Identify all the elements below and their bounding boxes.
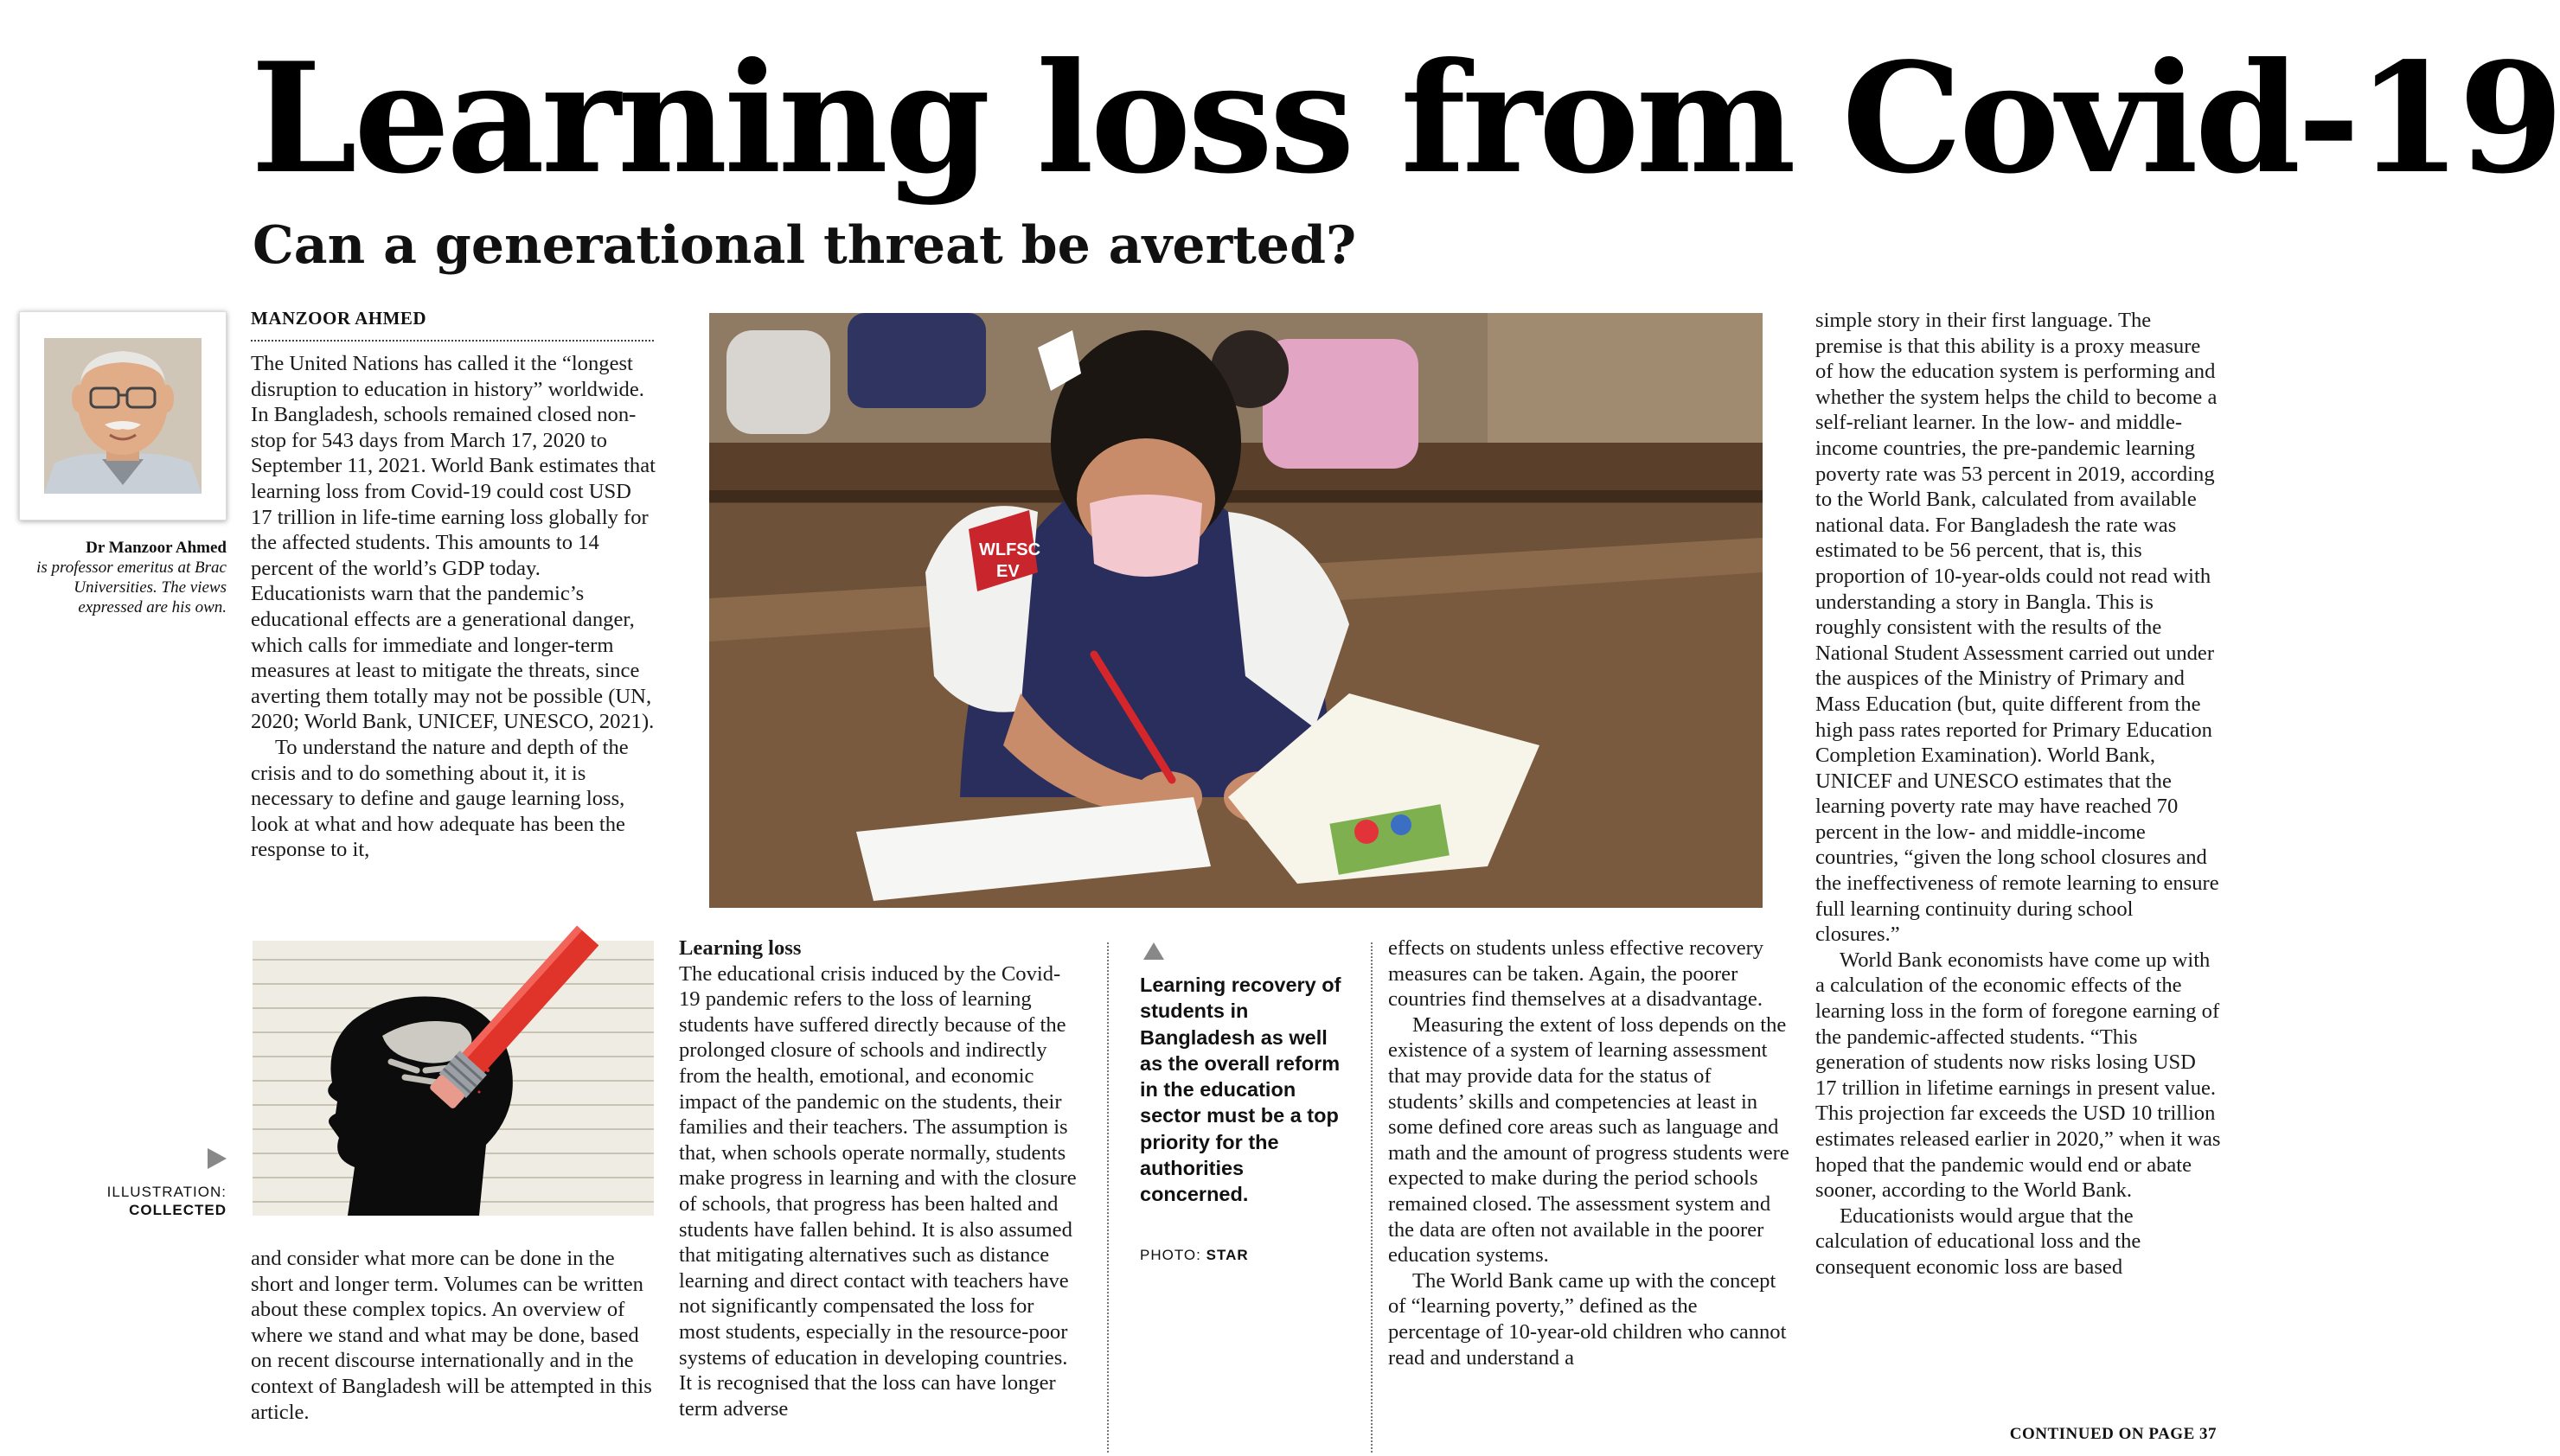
illustration-credit [69,1183,227,1219]
section-heading-learning-loss: Learning loss [679,936,802,960]
erasing-head-illustration [253,941,654,1216]
badge-line-2: EV [996,562,1020,581]
headline: Learning loss from Covid-19 [251,30,2560,208]
col4-paragraph-2: Measuring the extent of loss depends on the existence of a system of learning assessment that may provide data for the status of students’ skills and competencies at least in some defined core areas such as language and math and the amount of progress students were expected to make during the period schools remained closed. The assessment system and the data are often not available in the poorer education systems. [1388,1012,1789,1268]
author-photo [19,311,227,520]
column-divider [1371,942,1373,1453]
column-divider [1107,942,1109,1453]
continued-on-page: CONTINUED ON PAGE 37 [2009,1425,2217,1443]
pull-quote: Learning recovery of students in Bangladesh as well as the overall reform in the education sector must be a top priority for the authorities concerned. [1140,974,1341,1206]
column-1-continued [251,1246,657,1425]
subheadline: Can a generational threat be averted? [253,215,1357,276]
illustration-credit-label: ILLUSTRATION: [106,1184,227,1200]
col5-paragraph-3: Educationists would argue that the calculation of educational loss and the consequent economic loss are based [1815,1204,2141,1279]
main-photo [709,313,1763,908]
col2-paragraph: The educational crisis induced by the Covid-19 pandemic refers to the loss of learning students have suffered directly because of the prolonged closure of schools and indirectly from the health, emotional, and economic impact of the pandemic on the students, their families and their teachers. The assumption is that, when schools operate normally, students make progress in learning and with the closure of schools, that progress has been halted and students have fallen behind. It is also assumed that mitigating alternatives such as distance learning and direct contact with teachers have not significantly compensated the loss for most students, especially in the resource-poor systems of education in developing countries. It is recognised that the loss can have longer term adverse [679,961,1077,1421]
student-writing-photo [709,313,1763,908]
col1-continuation: and consider what more can be done in the short and longer term. Volumes can be written about these complex topics. An overview of where we stand and what may be done, based on recent discourse internationally and in the context of Bangladesh will be attempted in this article. [251,1247,652,1424]
illustration-credit-source: COLLECTED [129,1202,227,1218]
column-2 [679,936,1077,1421]
author-caption [9,538,227,617]
col4-paragraph-1: effects on students unless effective recovery measures can be taken. Again, the poorer countries find themselves at a disadvantage. [1388,936,1764,1012]
play-triangle-icon [206,1146,228,1171]
illustration [253,941,654,1216]
author-name: Dr Manzoor Ahmed [86,539,227,557]
author-portrait [20,312,226,520]
badge-line-1: WLFSC [979,540,1041,559]
column-5 [1815,308,2222,1280]
col1-paragraph-1: The United Nations has called it the “longest disruption to education in history” worldwide. In Bangladesh, schools remained closed non-stop for 543 days from March 17, 2020 to September 11, 2021. World Bank estimates that learning loss from Covid-19 could cost USD 17 trillion in life-time earning loss globally for the affected students. This amounts to 14 percent of the world’s GDP today. Educationists warn that the pandemic’s educational effects are a generational danger, which calls for immediate and longer-term measures at least to mitigate the threats, since averting them totally may not be possible (UN, 2020; World Bank, UNICEF, UNESCO, 2021). [251,352,656,734]
column-1 [251,351,657,863]
column-4 [1388,936,1790,1370]
col5-paragraph-2: World Bank economists have come up with a calculation of the economic effects of the learning loss in the form of foregone earning of the pandemic-affected students. “This generation of students now risks losing USD 17 trillion in lifetime earnings in present value. This projection far exceeds the USD 10 trillion estimates released earlier in 2020,” when it was hoped that the pandemic would end or abate sooner, according to the World Bank. [1815,948,2221,1203]
col1-paragraph-2: To understand the nature and depth of the crisis and to do something about it, it is necessary to define and gauge learning loss, look at what and how adequate has been the response to it, [251,735,629,862]
col4-paragraph-3: The World Bank came up with the concept of “learning poverty,” defined as the percentage of 10-year-old children who cannot read and understand a [1388,1268,1787,1370]
photo-credit-label: PHOTO: [1140,1247,1201,1263]
author-bio: is professor emeritus at Brac Universities. The views expressed are his own. [36,559,227,616]
photo-credit [1140,1247,1249,1264]
byline: MANZOOR AHMED [251,308,654,342]
photo-credit-source: STAR [1206,1247,1249,1263]
col5-paragraph-1: simple story in their first language. The premise is that this ability is a proxy measure of how the education system is performing and whether the system helps the child to become a self-reliant learner. In the low- and middle-income countries, the pre-pandemic learning poverty rate was 53 percent in 2019, according to the World Bank, calculated from available national data. For Bangladesh the rate was estimated to be 56 percent, that is, this proportion of 10-year-olds could not read with understanding a story in Bangla. This is roughly consistent with the results of the National Student Assessment carried out under the auspices of the Ministry of Primary and Mass Education (but, quite different from the high pass rates reported for Primary Education Completion Examination). World Bank, UNICEF and UNESCO estimates that the learning poverty rate may have reached 70 percent in the low- and middle-income countries, “given the long school closures and the ineffectiveness of remote learning to ensure full learning continuity during school closures.” [1815,309,2219,947]
caption-pointer-icon [1142,941,1166,961]
